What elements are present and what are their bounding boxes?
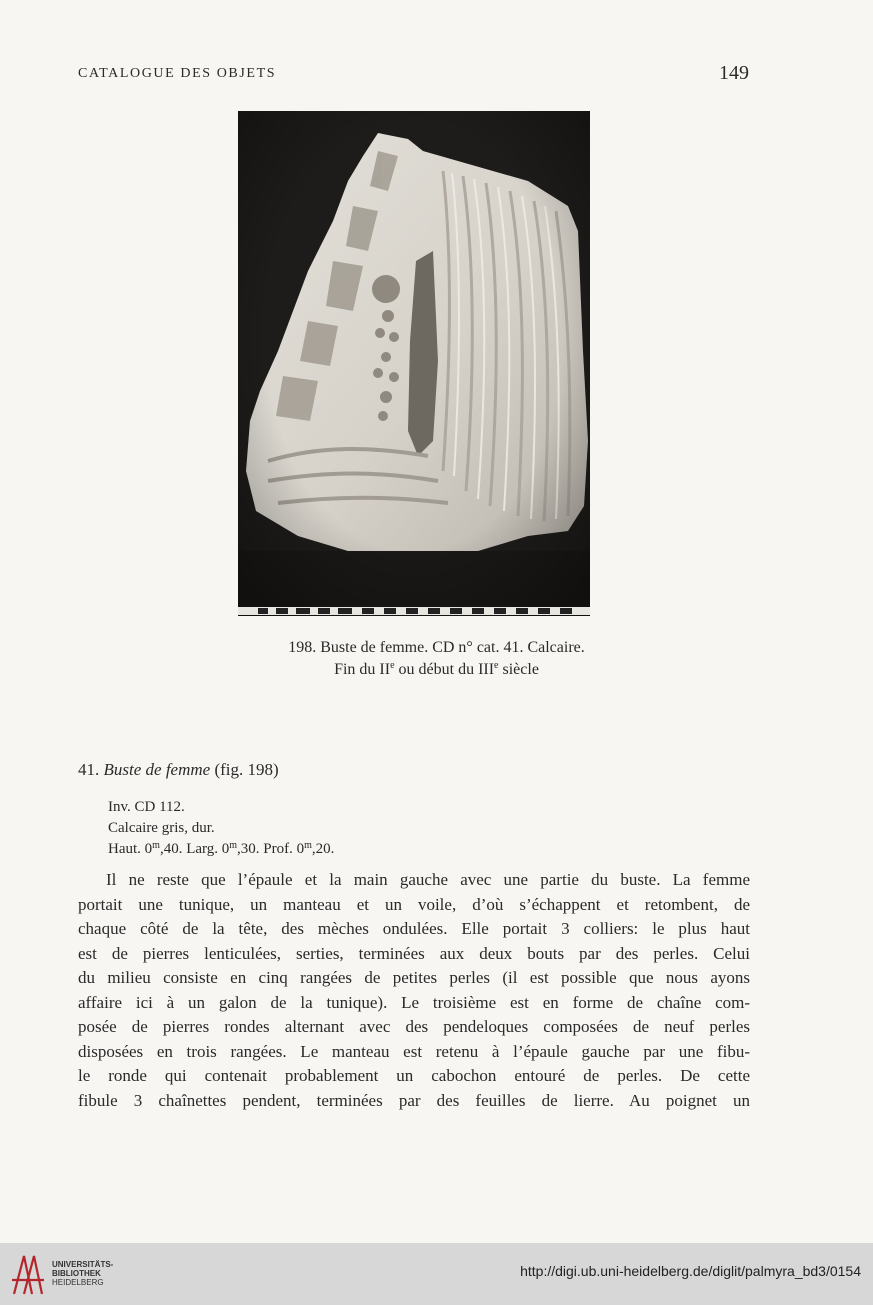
text-line: posée de pierres rondes alternant avec des pendeloques composées de neuf perles [78,1017,750,1036]
entry-title: Buste de femme [103,760,211,779]
text-line: affaire ici à un galon de la tunique). Le troisième est en forme de chaîne com- [78,992,750,1012]
text-line: du milieu consiste en cinq rangées de petites perles (il est possible que nous ayons [78,968,750,987]
text-line: disposées en trois rangées. Le manteau est retenu à l’épaule gauche par une fibu- [78,1041,750,1061]
text-line: Il ne reste que l’épaule et la main gauche avec une partie du buste. La femme [106,870,750,889]
figure-caption-line-2: Fin du IIe ou début du IIIe siècle [334,660,539,678]
entry-specifications [108,797,334,860]
measurement-scale-bar [238,607,590,615]
text-line: chaque côté de la tête, des mèches ondulées. Elle portait 3 colliers: le plus haut [78,919,750,938]
digitization-footer-bar [0,1243,873,1305]
dimensions: Haut. 0$^m$,40. Larg. 0$^m$,30. Prof. 0$^m$,20. [108,840,335,857]
limestone-bust-image [238,111,590,616]
inventory-number: Inv. CD 112. [108,799,185,815]
description-paragraph [78,868,750,1113]
catalogue-entry-heading [78,760,279,780]
text-line: est de pierres lenticulées, serties, terminées aux deux bouts par des perles. Celui [78,943,750,963]
figure-reference: (fig. 198) [214,760,279,779]
text-line: fibule 3 chaînettes pendent, terminées par des feuilles de lierre. Au poignet un [78,1090,750,1110]
figure-caption-line-1: 198. Buste de femme. CD n° cat. 41. Calcaire. [288,639,585,656]
running-title: CATALOGUE DES OBJETS [78,66,277,81]
entry-number: 41. [78,760,100,779]
material: Calcaire gris, dur. [108,820,215,836]
university-library-logo-icon [10,1250,46,1298]
sculpture-photograph [238,111,590,616]
text-line: le ronde qui contenait probablement un cabochon entouré de perles. De cette [78,1066,750,1085]
library-logo-text: UNIVERSITÄTS- BIBLIOTHEK HEIDELBERG [52,1260,114,1287]
page-number: 149 [719,62,749,84]
text-line: portait une tunique, un manteau et un voile, d’où s’échappent et retombent, de [78,894,750,914]
permalink-url[interactable]: http://digi.ub.uni-heidelberg.de/diglit/palmyra_bd3/0154 [520,1263,861,1279]
